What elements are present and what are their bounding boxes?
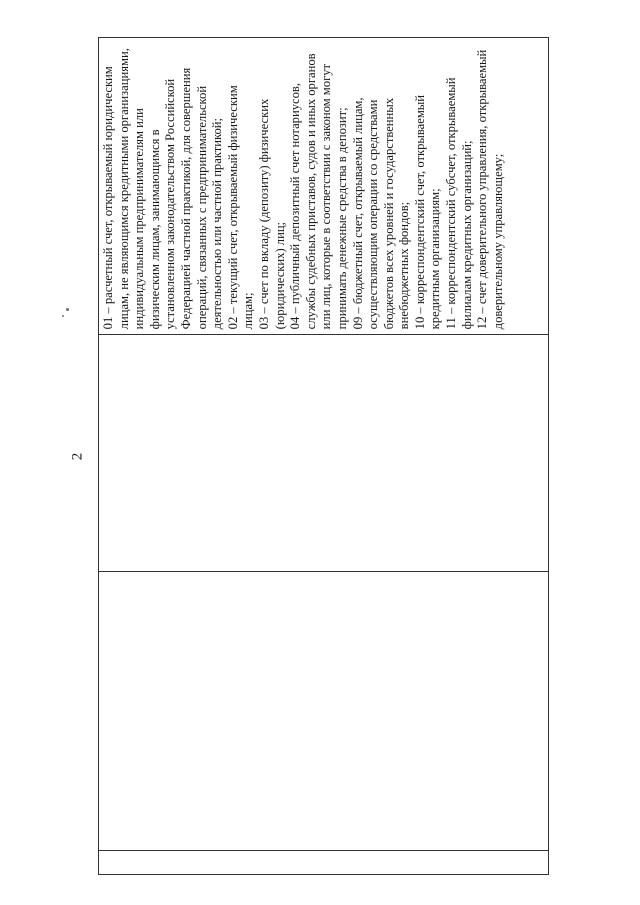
scan-speck [62, 315, 64, 317]
table-cell-col2 [99, 571, 548, 850]
table-cell-col1 [99, 850, 548, 874]
page-number: 2 [69, 452, 86, 461]
account-type-entry: 11 – корреспондентский субсчет, открываемый филиалам кредитных организаций; [444, 77, 474, 330]
scan-speck [66, 308, 69, 311]
account-type-entry: 02 – текущий счет, открываемый физическим лицам; [225, 85, 256, 330]
account-type-entry: 09 – бюджетный счет, открываемый лицам, осуществляющим операции со средствами бюджетов всех уровней и государственных внебюджетных фондов; [350, 97, 412, 330]
account-type-entry: 01 – расчетный счет, открываемый юридическим лицам, не являющимся кредитными организациями, индивидуальным предпринимателям или физическим лицам, занимающимся в установленном законодательством Российской Федерацией частной практикой, для совершения операций, связанных с предпринимательской деятельностью или частной практикой; [101, 48, 225, 330]
account-type-entry: 10 – корреспондентский счет, открываемый кредитным организациям; [412, 95, 443, 330]
account-type-entry: 12 – счет доверительного управления, открываемый доверительному управляющему; [475, 49, 505, 330]
account-type-entry: 04 – публичный депозитный счет нотариусов, службы судебных приставов, судов и иных органов или лиц, которые в соответствии с законом могут принимать денежные средства в депозит; [288, 53, 349, 330]
account-types-cell [99, 38, 548, 334]
account-type-entry: 03 – счет по вкладу (депозиту) физических (юридических) лиц; [256, 98, 287, 330]
table-cell-col3 [99, 334, 548, 570]
document-table [98, 37, 549, 875]
table-frame [98, 37, 549, 875]
